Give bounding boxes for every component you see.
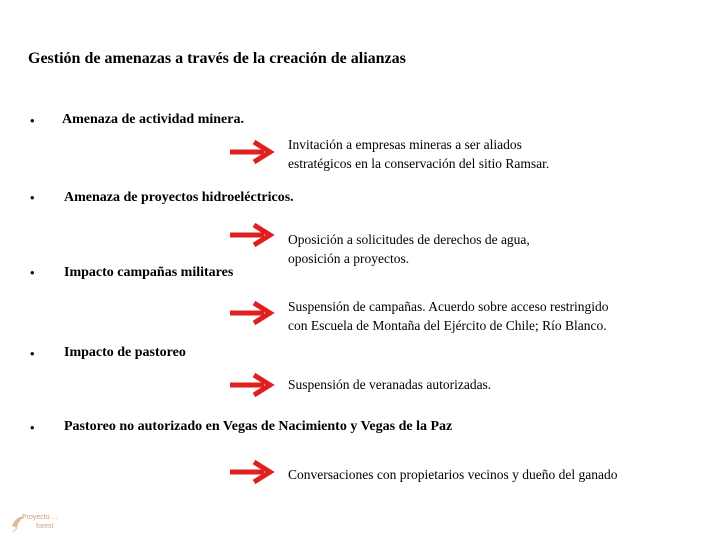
- response-grazing: [288, 375, 491, 394]
- threat-mining: Amenaza de actividad minera.: [62, 112, 244, 127]
- response-mining: [288, 135, 549, 173]
- response-unauthorized-grazing: [288, 465, 618, 484]
- response-line: Suspensión de campañas. Acuerdo sobre acceso restringido: [288, 299, 609, 314]
- arrow-right-icon: [228, 139, 278, 165]
- bullet-marker: •: [30, 346, 35, 361]
- threat-hydro: Amenaza de proyectos hidroeléctricos.: [64, 190, 294, 205]
- response-hydro: [288, 230, 530, 268]
- bullet-marker: •: [30, 265, 35, 280]
- arrow-right-icon: [228, 372, 278, 398]
- arrow-right-icon: [228, 459, 278, 485]
- response-military: [288, 297, 609, 335]
- response-line: Conversaciones con propietarios vecinos y dueño del ganado: [288, 467, 618, 482]
- response-line: con Escuela de Montaña del Ejército de Chile; Río Blanco.: [288, 318, 607, 333]
- response-line: Invitación a empresas mineras a ser aliados: [288, 137, 522, 152]
- threat-grazing: Impacto de pastoreo: [64, 345, 186, 360]
- logo-line: Proyecto ...: [22, 514, 58, 521]
- page-title: Gestión de amenazas a través de la creación de alianzas: [28, 50, 406, 67]
- bullet-marker: •: [30, 113, 35, 128]
- response-line: Oposición a solicitudes de derechos de agua,: [288, 232, 530, 247]
- logo-text: [22, 513, 57, 531]
- arrow-right-icon: [228, 222, 278, 248]
- response-line: oposición a proyectos.: [288, 251, 410, 266]
- arrow-right-icon: [228, 300, 278, 326]
- bullet-marker: •: [30, 190, 35, 205]
- bullet-marker: •: [30, 420, 35, 435]
- threat-unauthorized-grazing: Pastoreo no autorizado en Vegas de Nacimiento y Vegas de la Paz: [64, 419, 453, 434]
- response-line: Suspensión de veranadas autorizadas.: [288, 377, 492, 392]
- response-line: estratégicos en la conservación del sitio Ramsar.: [288, 156, 550, 171]
- logo-line: forest: [36, 523, 54, 530]
- threat-military: Impacto campañas militares: [64, 265, 234, 280]
